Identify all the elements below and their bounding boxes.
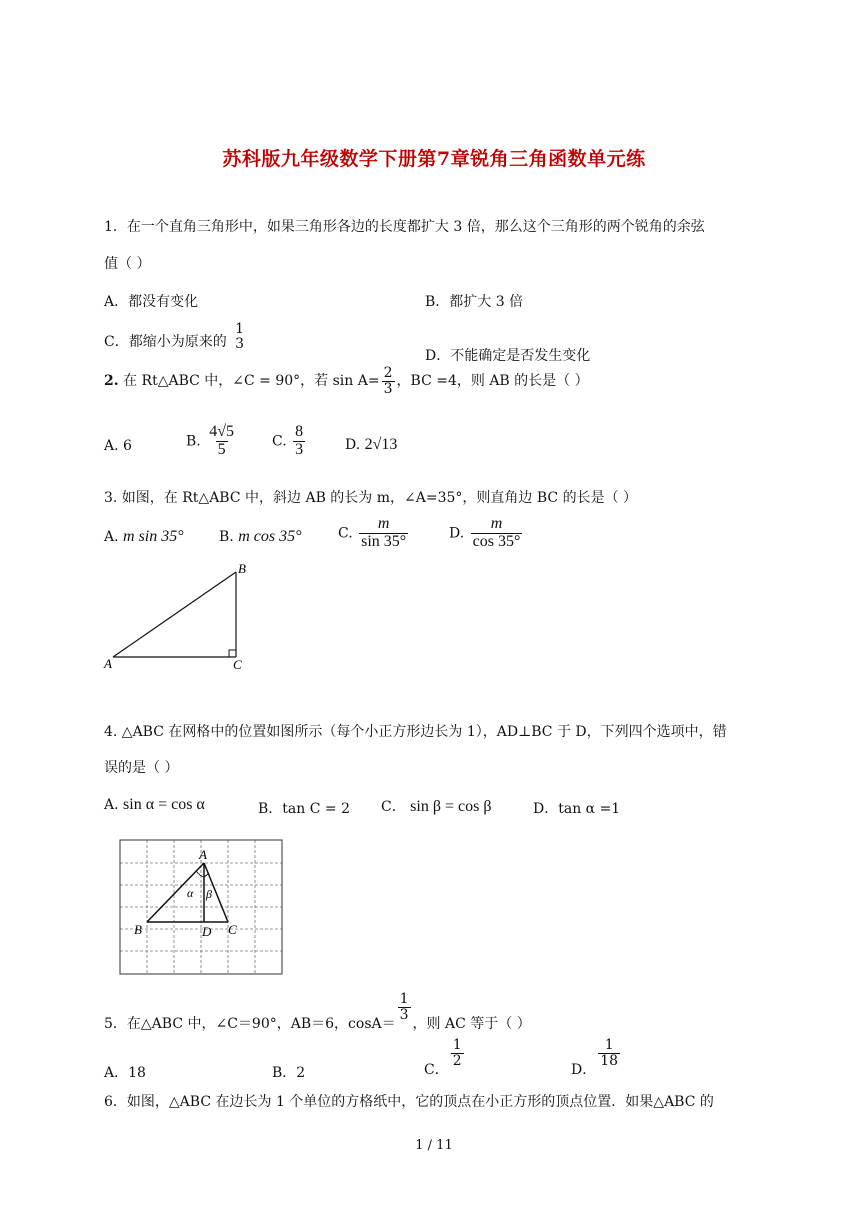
q5-stem-text-b: ，则 AC 等于（ ） (412, 1016, 531, 1032)
q3-option-d-label: D. (449, 525, 465, 542)
alpha-label: α (187, 886, 194, 900)
q3-option-d-fraction (471, 516, 523, 551)
q3-option-a-value: m sin 35° (123, 528, 184, 545)
fraction-denominator: 2 (452, 1052, 462, 1069)
q1-option-c (104, 322, 248, 351)
q2-option-b-fraction (207, 424, 236, 459)
q5-stem (104, 992, 531, 1033)
q4-option-b: B．tan C = 2 (258, 801, 350, 817)
q2-option-b-label: B. (186, 433, 201, 450)
page-number: 1 / 11 (415, 1138, 453, 1153)
vertex-b-label: B (134, 922, 142, 937)
q4-stem-line2: 误的是（ ） (104, 760, 179, 776)
right-angle-mark (229, 650, 236, 657)
q5-option-d-fraction (598, 1038, 620, 1068)
q3-option-b-label: B. (219, 529, 234, 545)
q4-stem-line1: 4. △ABC 在网格中的位置如图所示（每个小正方形边长为 1），AD⊥BC 于 D，下列四个选项中，错 (104, 724, 727, 740)
fraction-denominator: sin 35° (361, 532, 407, 550)
fraction-numerator: m (490, 515, 503, 532)
fraction-numerator: 1 (452, 1037, 462, 1053)
q2-stem-text-a: 在 Rt△ABC 中，∠C = 90°，若 sin A= (118, 373, 380, 390)
q1-stem-line2: 值（ ） (104, 256, 151, 272)
q4-option-c-label: C． (381, 799, 406, 815)
side-ab (147, 863, 204, 922)
q2-option-c (272, 424, 307, 459)
q2-option-c-fraction (293, 424, 305, 459)
q2-option-d (345, 436, 397, 454)
q2-stem (104, 366, 589, 396)
vertex-c-label: C (228, 922, 237, 937)
q2-option-d-value: 2√13 (364, 436, 398, 453)
q4-option-a (104, 796, 205, 814)
beta-label: β (206, 887, 212, 901)
q3-option-d (449, 516, 524, 551)
vertex-b-label: B (238, 561, 246, 576)
fraction-numerator: 2 (383, 365, 393, 381)
q4-option-d: D．tan α =1 (533, 801, 621, 817)
fraction-numerator: 1 (235, 321, 245, 337)
q4-option-a-label: A. (104, 797, 119, 813)
q3-option-c (338, 516, 410, 551)
q3-option-a-label: A. (104, 529, 119, 545)
fraction-denominator: 18 (600, 1052, 619, 1069)
q5-option-a: A．18 (104, 1065, 146, 1081)
alpha-arc (196, 871, 204, 877)
q3-option-a (104, 528, 184, 546)
q3-option-c-label: C. (338, 525, 353, 542)
q5-option-c-fraction (451, 1038, 464, 1068)
q1-option-b: B．都扩大 3 倍 (425, 294, 524, 310)
q5-option-c-label: C． (424, 1062, 449, 1078)
q5-option-d (571, 1038, 622, 1079)
q5-stem-text-a: 5．在△ABC 中，∠C＝90°，AB＝6，cosA＝ (104, 1016, 396, 1032)
q3-stem: 3. 如图，在 Rt△ABC 中，斜边 AB 的长为 m，∠A=35°，则直角边 BC 的长是（ ） (104, 490, 638, 506)
q4-option-a-value: sin α = cos α (123, 796, 205, 813)
document-title: 苏科版九年级数学下册第7章锐角三角函数单元练 (222, 148, 646, 170)
vertex-a-label: A (199, 847, 207, 862)
q2-option-a: A. 6 (104, 438, 132, 454)
q3-triangle-figure (100, 558, 260, 674)
q4-grid-figure (116, 836, 286, 978)
vertex-d-label: D (202, 924, 212, 939)
fraction-denominator: 5 (217, 440, 226, 458)
q5-option-c (424, 1038, 466, 1079)
q4-option-c (381, 796, 491, 816)
q2-stem-text-b: ，BC =4，则 AB 的长是（ ） (396, 373, 589, 390)
fraction-numerator: 1 (399, 991, 409, 1007)
q1-option-c-text: C．都缩小为原来的 (104, 334, 227, 350)
q2-option-b (186, 424, 238, 459)
q1-stem-line1: 1．在一个直角三角形中，如果三角形各边的长度都扩大 3 倍，那么这个三角形的两个锐角的余弦 (104, 219, 705, 235)
q1-option-c-fraction (233, 322, 246, 351)
fraction-numerator: 4√5 (209, 423, 234, 440)
vertex-a-label: A (104, 656, 112, 671)
fraction-numerator: 8 (295, 423, 304, 440)
fraction-denominator: 3 (235, 335, 245, 352)
q6-stem-line1: 6．如图，△ABC 在边长为 1 个单位的方格纸中，它的顶点在小正方形的顶点位置．如果△ABC 的 (104, 1094, 714, 1110)
q2-option-d-label: D. (345, 437, 361, 453)
q1-option-a: A．都没有变化 (104, 294, 199, 310)
q5-option-b: B．2 (272, 1065, 306, 1081)
q5-option-d-label: D． (571, 1062, 597, 1078)
q2-number: 2. (104, 373, 119, 390)
q2-sin-fraction (382, 366, 395, 396)
fraction-denominator: 3 (383, 380, 393, 397)
fraction-numerator: 1 (604, 1037, 614, 1053)
fraction-denominator: 3 (399, 1006, 409, 1023)
q1-option-d: D．不能确定是否发生变化 (425, 348, 591, 364)
q3-option-c-fraction (359, 516, 408, 551)
q3-option-b-value: m cos 35° (238, 528, 302, 545)
fraction-denominator: cos 35° (472, 532, 521, 550)
vertex-c-label: C (233, 657, 242, 672)
fraction-denominator: 3 (295, 440, 304, 458)
side-ab (113, 572, 236, 657)
fraction-numerator: m (377, 515, 390, 532)
q5-cos-fraction (398, 992, 411, 1022)
q3-option-b (219, 528, 301, 546)
q2-option-c-label: C. (272, 433, 287, 450)
q4-option-c-value: sin β = cos β (410, 798, 492, 815)
